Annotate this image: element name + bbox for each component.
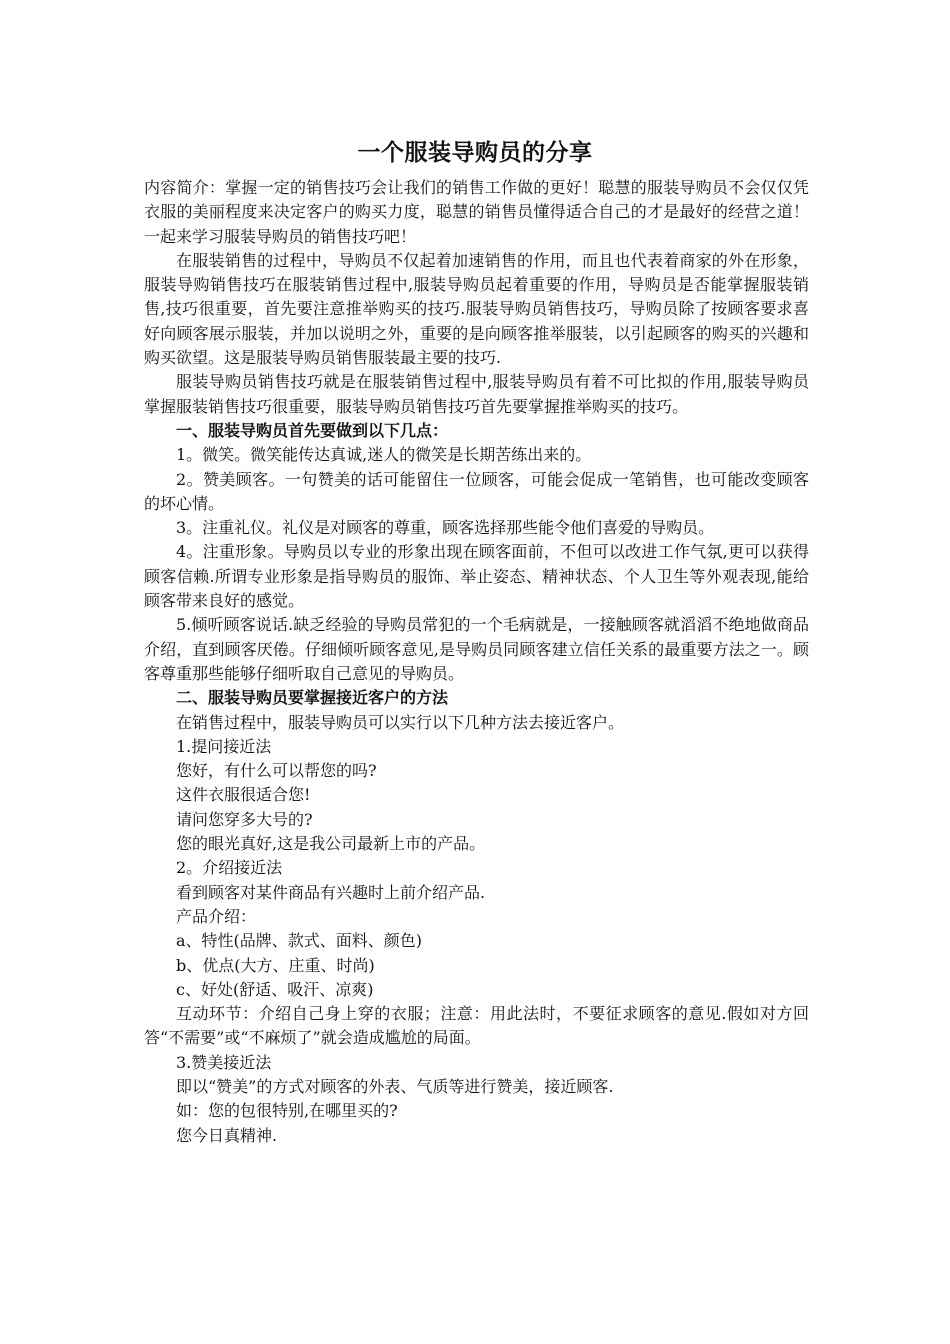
method-2-interaction: 互动环节：介绍自己身上穿的衣服；注意：用此法时，不要征求顾客的意见.假如对方回答“不需要”或“不麻烦了”就会造成尴尬的局面。 xyxy=(144,1004,809,1048)
method-2-item-b: b、优点(大方、庄重、时尚) xyxy=(176,955,375,975)
body-paragraph-1: 在服装销售的过程中，导购员不仅起着加速销售的作用，而且也代表着商家的外在形象，服装导购销售技巧在服装销售过程中,服装导购员起着重要的作用，导购员是否能掌握服装销售,技巧很重要，首先要注意推举购买的技巧.服装导购员销售技巧，导购员除了按顾客要求喜好向顾客展示服装，并加以说明之外，重要的是向顾客推举服装，以引起顾客的购买的兴趣和购买欲望。这是服装导购员销售服装最主要的技巧. xyxy=(144,250,809,368)
method-3-title: 3.赞美接近法 xyxy=(176,1052,272,1072)
section-heading-1: 一、服装导购员首先要做到以下几点： xyxy=(176,420,449,440)
method-1-example-3: 请问您穿多大号的? xyxy=(176,809,313,829)
document-body xyxy=(144,176,809,1148)
method-2-item-c: c、好处(舒适、吸汗、凉爽) xyxy=(176,979,374,999)
point-2: 2。赞美顾客。一句赞美的话可能留住一位顾客，可能会促成一笔销售，也可能改变顾客的坏心情。 xyxy=(144,469,809,513)
method-1-example-2: 这件衣服很适合您! xyxy=(176,785,311,805)
method-3-example-2: 您今日真精神. xyxy=(176,1125,278,1145)
point-3: 3。注重礼仪。礼仪是对顾客的尊重，顾客选择那些能令他们喜爱的导购员。 xyxy=(176,518,715,538)
method-2-title: 2。介绍接近法 xyxy=(176,858,283,878)
method-2-item-a: a、特性(品牌、款式、面料、颜色) xyxy=(176,931,423,951)
method-intro: 在销售过程中，服装导购员可以实行以下几种方法去接近客户。 xyxy=(176,712,625,732)
intro-paragraph: 内容简介：掌握一定的销售技巧会让我们的销售工作做的更好！聪慧的服装导购员不会仅仅凭衣服的美丽程度来决定客户的购买力度，聪慧的销售员懂得适合自己的才是最好的经营之道！一起来学习服装导购员的销售技巧吧！ xyxy=(144,178,809,246)
method-2-label: 产品介绍： xyxy=(176,906,257,926)
point-1: 1。微笑。微笑能传达真诚,迷人的微笑是长期苦练出来的。 xyxy=(176,445,592,465)
body-paragraph-2: 服装导购员销售技巧就是在服装销售过程中,服装导购员有着不可比拟的作用,服装导购员掌握服装销售技巧很重要，服装导购员销售技巧首先要掌握推举购买的技巧。 xyxy=(144,372,809,416)
method-1-title: 1.提问接近法 xyxy=(176,736,272,756)
section-heading-2: 二、服装导购员要掌握接近客户的方法 xyxy=(176,688,449,708)
document-title: 一个服装导购员的分享 xyxy=(357,140,593,166)
point-4: 4。注重形象。导购员以专业的形象出现在顾客面前，不但可以改进工作气氛,更可以获得顾客信赖.所谓专业形象是指导购员的服饰、举止姿态、精神状态、个人卫生等外观表现,能给顾客带来良好的感觉。 xyxy=(144,542,809,611)
method-1-example-4: 您的眼光真好,这是我公司最新上市的产品。 xyxy=(176,834,486,854)
method-3-description: 即以“赞美”的方式对顾客的外表、气质等进行赞美，接近顾客. xyxy=(176,1076,614,1096)
method-3-example-1: 如：您的包很特别,在哪里买的? xyxy=(176,1101,398,1121)
point-5: 5.倾听顾客说话.缺乏经验的导购员常犯的一个毛病就是，一接触顾客就滔滔不绝地做商品介绍，直到顾客厌倦。仔细倾听顾客意见,是导购员同顾客建立信任关系的最重要方法之一。顾客尊重那些能够仔细听取自己意见的导购员。 xyxy=(144,615,809,683)
method-1-example-1: 您好，有什么可以帮您的吗? xyxy=(176,761,377,781)
method-2-description: 看到顾客对某件商品有兴趣时上前介绍产品. xyxy=(176,882,486,902)
